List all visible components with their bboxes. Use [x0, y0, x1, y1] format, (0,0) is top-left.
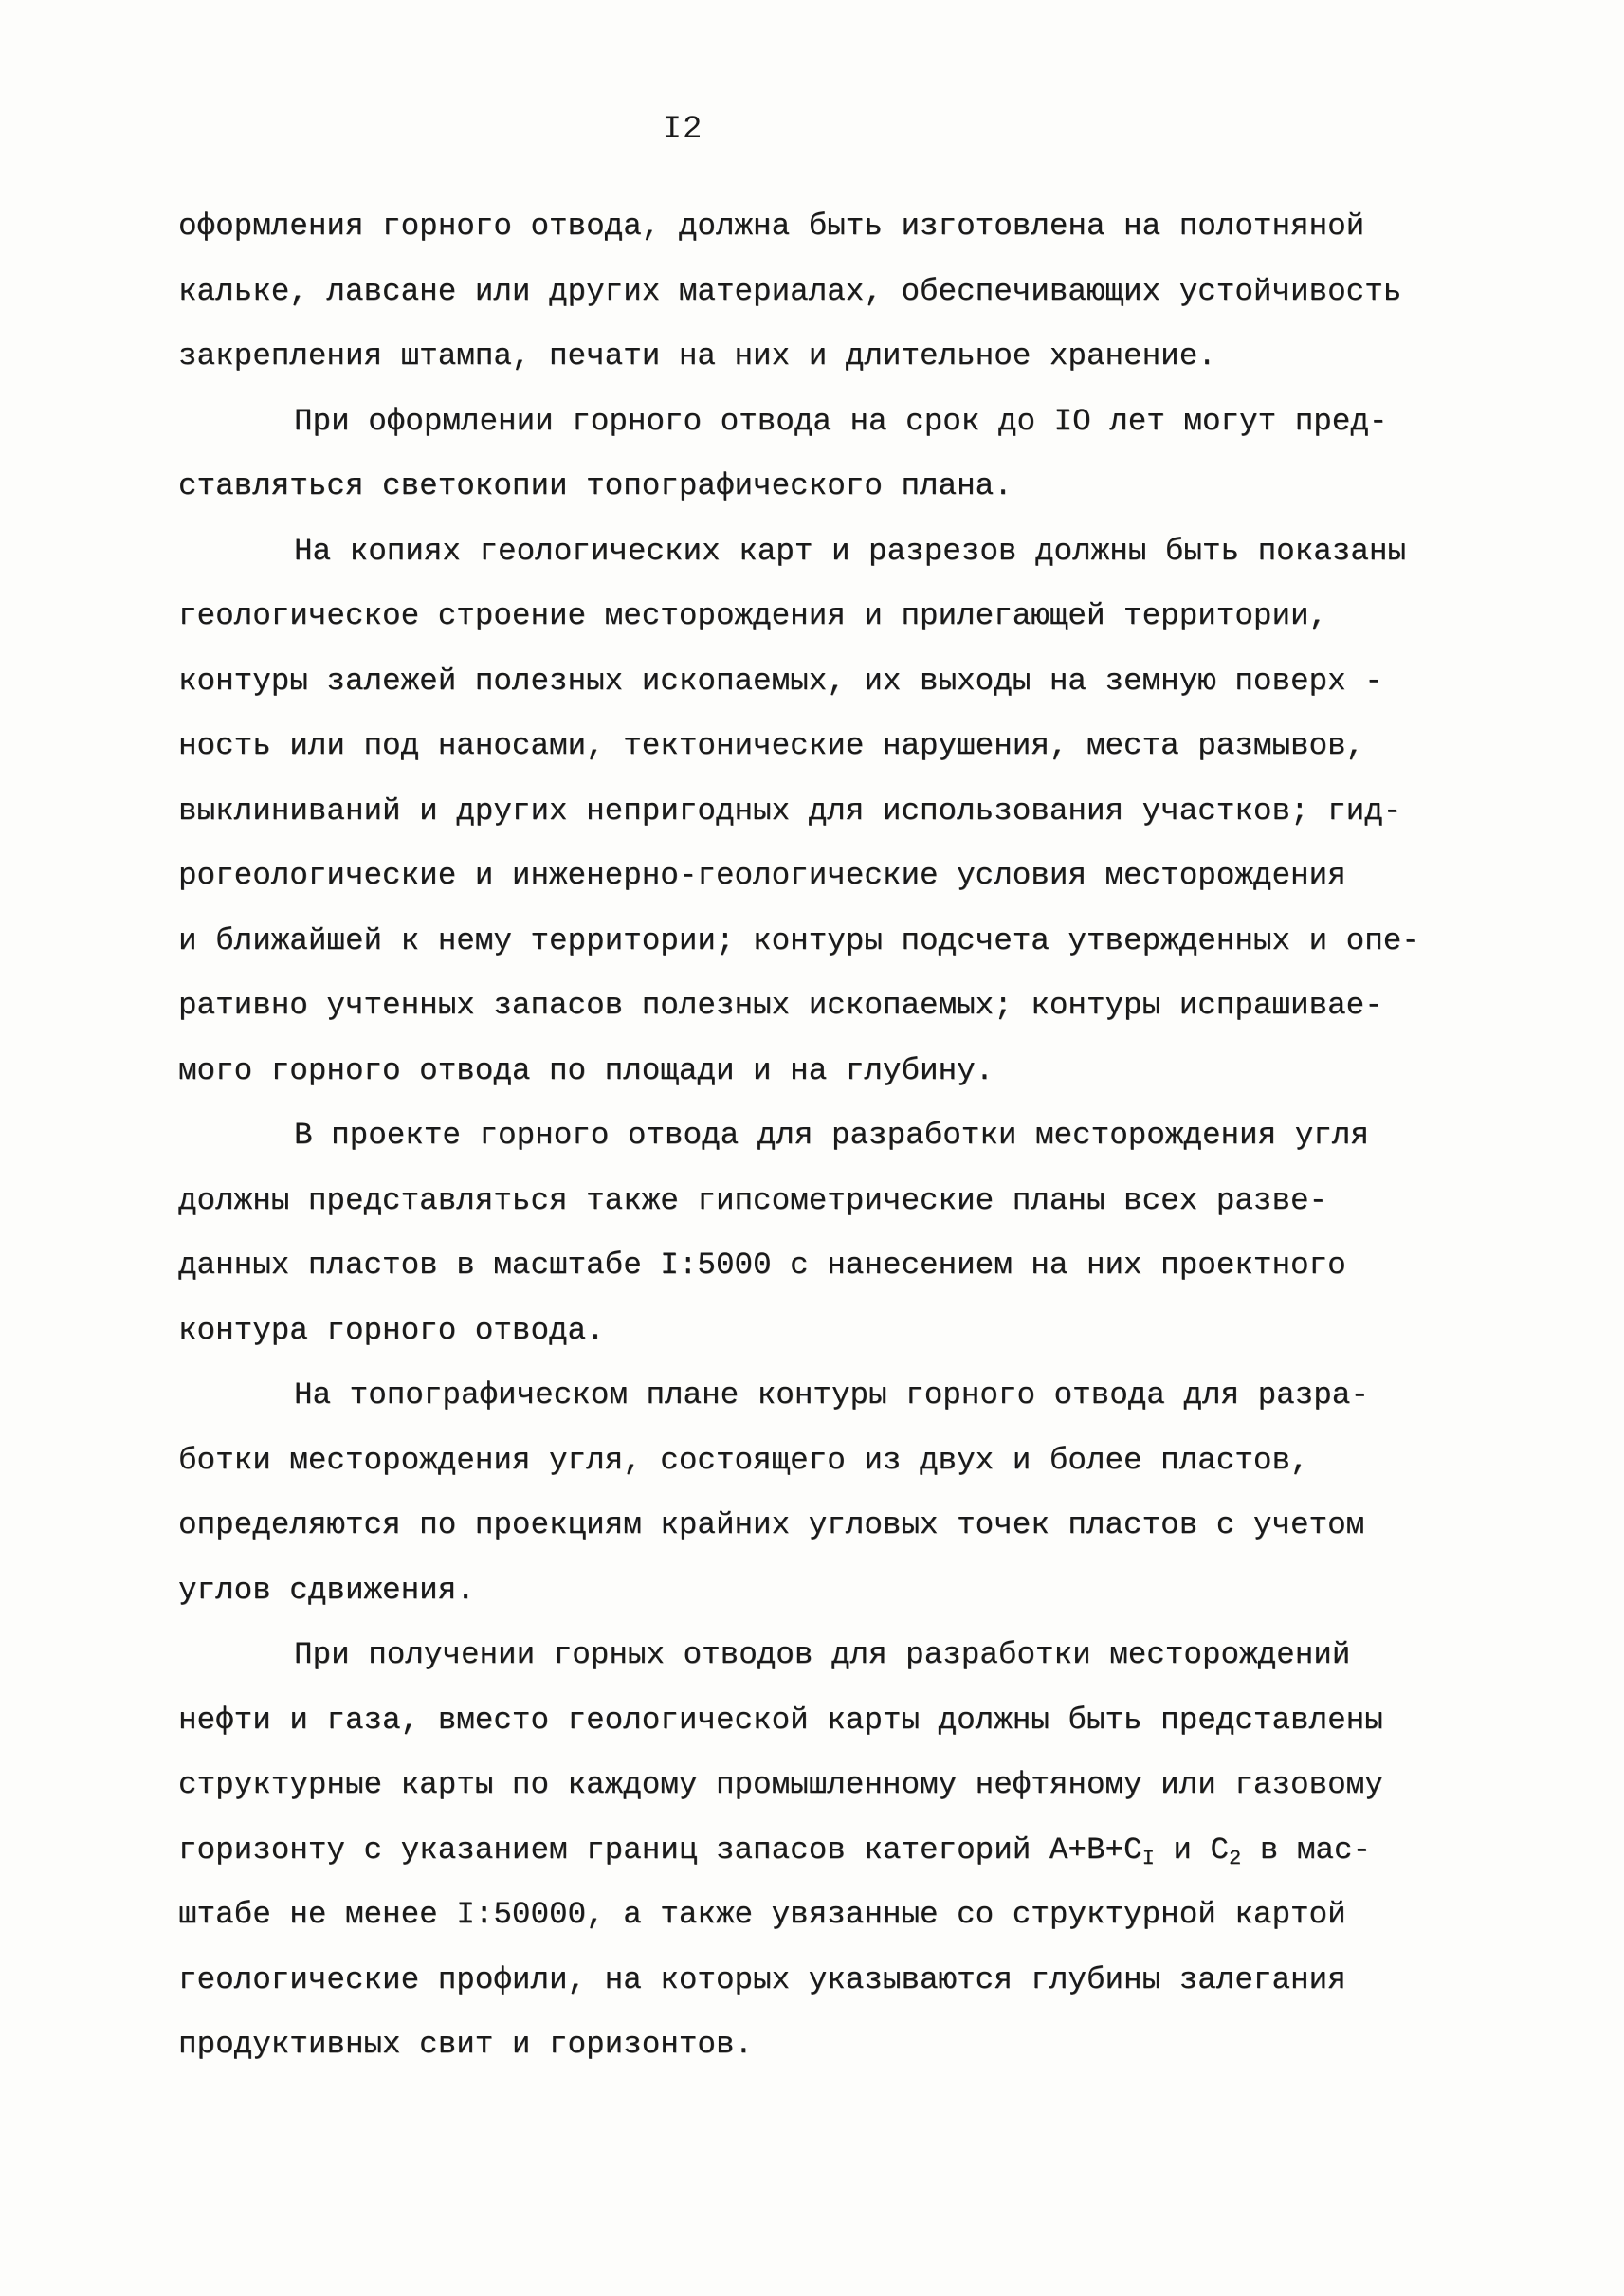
text-run: должны представляться также гипсометрические планы всех разве- — [178, 1182, 1328, 1218]
text-line — [178, 714, 1458, 779]
paragraph — [178, 519, 1458, 1104]
text-line — [178, 390, 1458, 455]
text-run: закрепления штампа, печати на них и длительное хранение. — [178, 338, 1216, 374]
text-run: оформления горного отвода, должна быть изготовлена на полотняной — [178, 209, 1365, 244]
text-line — [178, 649, 1458, 715]
text-line — [178, 260, 1458, 325]
text-line — [178, 1818, 1458, 1884]
page-number: I2 — [662, 112, 703, 148]
text-run: и С — [1154, 1831, 1230, 1868]
text-line — [178, 1623, 1458, 1688]
text-line — [178, 324, 1458, 390]
text-run: данных пластов в масштабе I:5000 с нанесением на них проектного — [178, 1248, 1346, 1283]
text-run: нефти и газа, вместо геологической карты должны быть представлены — [178, 1702, 1383, 1738]
text-run: ративно учтенных запасов полезных ископаемых; контуры испрашивае- — [178, 988, 1383, 1023]
text-run: В проекте горного отвода для разработки месторождения угля — [294, 1118, 1369, 1153]
text-run: При получении горных отводов для разработки месторождений — [294, 1637, 1351, 1672]
paragraph — [178, 1623, 1458, 2078]
text-run: продуктивных свит и горизонтов. — [178, 2027, 754, 2062]
text-line — [178, 1883, 1458, 1948]
text-run: геологические профили, на которых указываются глубины залегания — [178, 1961, 1346, 1997]
text-line — [178, 2013, 1458, 2078]
text-run: На копиях геологических карт и разрезов должны быть показаны — [294, 533, 1407, 569]
text-run: структурные карты по каждому промышленному нефтяному или газовому — [178, 1767, 1383, 1802]
text-line — [178, 519, 1458, 585]
text-run: контуры залежей полезных ископаемых, их выходы на земную поверх - — [178, 663, 1383, 699]
text-line — [178, 1429, 1458, 1494]
text-line — [178, 909, 1458, 975]
subscript: I — [1141, 1846, 1155, 1870]
text-run: определяются по проекциям крайних угловых точек пластов с учетом — [178, 1507, 1365, 1542]
text-line — [178, 779, 1458, 845]
text-line — [178, 1103, 1458, 1169]
body-text — [178, 194, 1458, 2078]
text-line — [178, 844, 1458, 909]
text-line — [178, 974, 1458, 1039]
text-run: контура горного отвода. — [178, 1312, 605, 1348]
text-line — [178, 1233, 1458, 1299]
text-line — [178, 584, 1458, 649]
text-line — [178, 1688, 1458, 1754]
text-run: выклиниваний и других непригодных для использования участков; гид- — [178, 793, 1402, 829]
text-run: в мас- — [1241, 1831, 1372, 1868]
text-line — [178, 1493, 1458, 1558]
paragraph — [178, 1363, 1458, 1623]
text-line — [178, 1558, 1458, 1624]
text-run: горизонту с указанием границ запасов категорий А+В+С — [178, 1831, 1142, 1868]
text-run: штабе не менее I:50000, а также увязанные со структурной картой — [178, 1897, 1346, 1932]
text-line — [178, 454, 1458, 519]
text-run: кальке, лавсане или других материалах, обеспечивающих устойчивость — [178, 273, 1402, 309]
text-run: мого горного отвода по площади и на глубину. — [178, 1052, 994, 1088]
text-line — [178, 1169, 1458, 1234]
paragraph — [178, 1103, 1458, 1363]
text-run: геологическое строение месторождения и прилегающей территории, — [178, 598, 1328, 633]
text-run: рогеологические и инженерно-геологические условия месторождения — [178, 858, 1346, 893]
text-run: ность или под наносами, тектонические нарушения, места размывов, — [178, 728, 1365, 763]
text-line — [178, 1363, 1458, 1429]
text-run: При оформлении горного отвода на срок до IO лет могут пред- — [294, 403, 1388, 439]
subscript: 2 — [1229, 1846, 1242, 1870]
text-run: и ближайшей к нему территории; контуры подсчета утвержденных и опе- — [178, 922, 1420, 958]
paragraph — [178, 194, 1458, 390]
text-line — [178, 194, 1458, 260]
text-run: На топографическом плане контуры горного отвода для разра- — [294, 1377, 1369, 1412]
text-run: углов сдвижения. — [178, 1572, 475, 1608]
paragraph — [178, 390, 1458, 519]
text-line — [178, 1299, 1458, 1364]
text-line — [178, 1948, 1458, 2014]
text-run: ставляться светокопии топографического плана. — [178, 468, 1013, 503]
text-line — [178, 1753, 1458, 1818]
text-line — [178, 1039, 1458, 1104]
text-run: ботки месторождения угля, состоящего из двух и более пластов, — [178, 1442, 1309, 1478]
